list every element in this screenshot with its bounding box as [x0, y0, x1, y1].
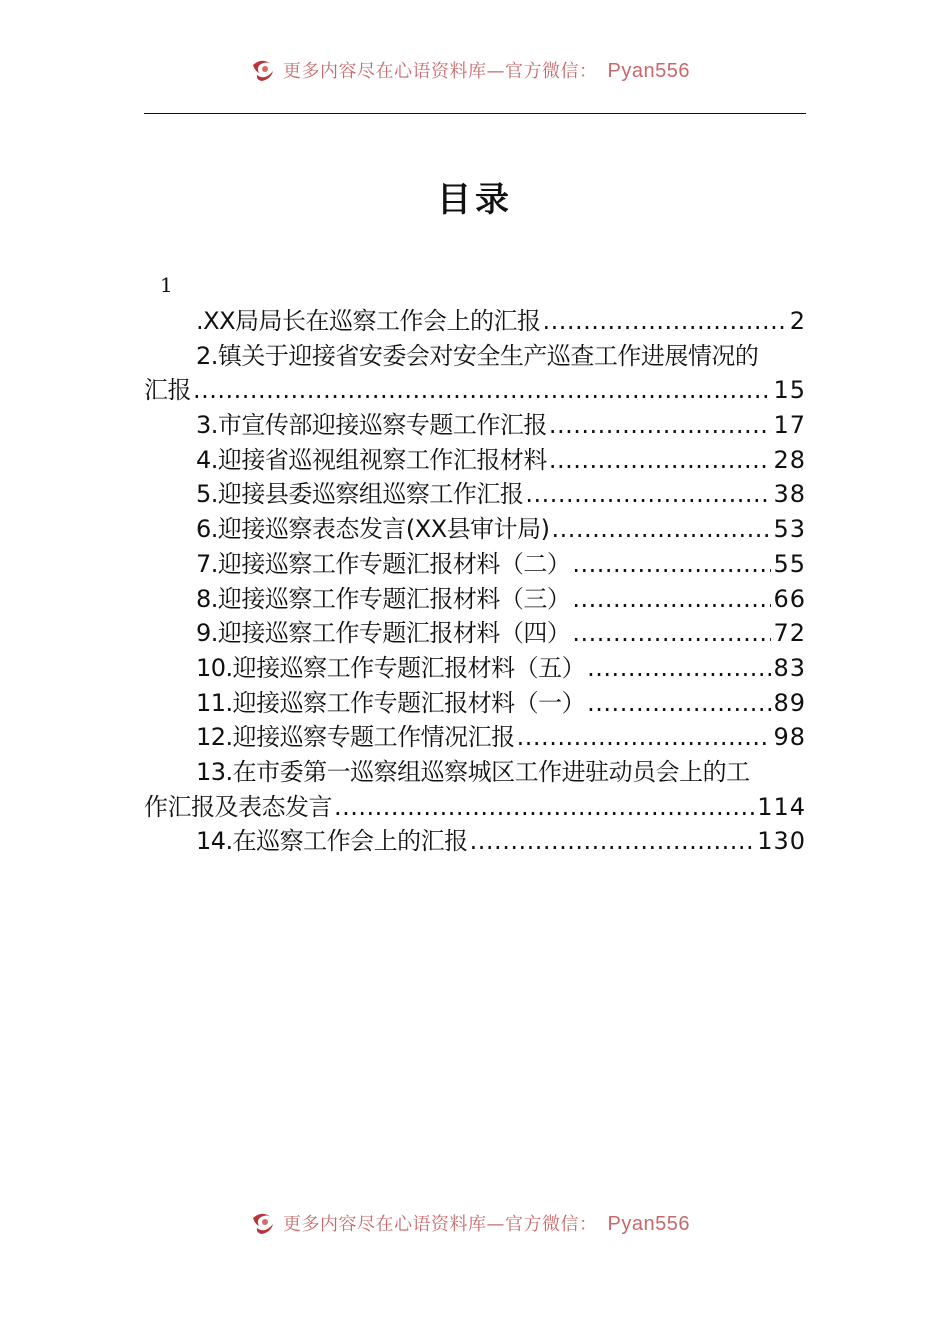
toc-entry[interactable] [144, 686, 806, 721]
toc-entry-continuation[interactable] [144, 790, 806, 825]
header-divider [144, 113, 806, 114]
toc-entry-page: 66 [773, 584, 806, 613]
toc-entry[interactable] [144, 512, 806, 547]
toc-leader [549, 408, 772, 443]
toc-entry-title: 11.迎接巡察工作专题汇报材料（一） [196, 688, 586, 717]
toc-entry[interactable] [144, 339, 806, 374]
toc-entry-page: 38 [773, 480, 806, 509]
wechat-id: Pyan556 [607, 60, 690, 82]
toc-leader [193, 373, 771, 408]
toc-entry-page: 130 [757, 827, 806, 856]
toc-entry[interactable] [144, 824, 806, 859]
toc-entry-title: 6.迎接巡察表态发言(XX县审计局) [196, 515, 550, 544]
toc-entry-title: 4.迎接省巡视组视察工作汇报材料 [196, 445, 547, 474]
toc-leader [517, 720, 772, 755]
toc-entry[interactable] [144, 755, 806, 790]
toc-entry[interactable] [144, 304, 806, 339]
toc-entry[interactable] [144, 720, 806, 755]
toc-entry-page: 15 [773, 376, 806, 405]
toc-entry-page: 28 [773, 445, 806, 474]
header-banner [0, 55, 950, 85]
toc-entry-title: 7.迎接巡察工作专题汇报材料（二） [196, 549, 571, 578]
toc-entry[interactable] [144, 477, 806, 512]
toc-entry-page: 89 [773, 688, 806, 717]
toc-leader [525, 477, 771, 512]
table-of-contents [144, 304, 806, 859]
banner-text: 更多内容尽在心语资料库—官方微信： [283, 1214, 598, 1235]
footer-banner [0, 1208, 950, 1238]
toc-entry-page: 83 [773, 653, 806, 682]
toc-entry-page: 55 [773, 549, 806, 578]
toc-entry[interactable] [144, 443, 806, 478]
toc-entry-page: 53 [773, 515, 806, 544]
toc-entry-title: .XX局局长在巡察工作会上的汇报 [196, 307, 541, 335]
toc-leader [587, 651, 771, 686]
toc-entry-title: 12.迎接巡察专题工作情况汇报 [196, 723, 515, 752]
toc-leader [552, 512, 772, 547]
toc-entry-title: 8.迎接巡察工作专题汇报材料（三） [196, 584, 571, 613]
toc-entry-title: 3.市宣传部迎接巡察专题工作汇报 [196, 411, 547, 440]
toc-entry[interactable] [144, 547, 806, 582]
toc-entry-page: 72 [773, 619, 806, 648]
toc-entry-page: 114 [757, 792, 806, 821]
toc-entry-continuation[interactable] [144, 373, 806, 408]
toc-leader [587, 686, 771, 721]
banner-text: 更多内容尽在心语资料库—官方微信： [283, 61, 598, 82]
toc-entry[interactable] [144, 582, 806, 617]
toc-entry-page: 17 [773, 411, 806, 440]
toc-leader [572, 582, 771, 617]
toc-entry-title: 13.在市委第一巡察组巡察城区工作进驻动员会上的工 [196, 757, 750, 786]
section-number: 1 [160, 273, 173, 297]
toc-entry-page: 98 [773, 723, 806, 752]
toc-entry-title: 10.迎接巡察工作专题汇报材料（五） [196, 653, 586, 682]
toc-entry[interactable] [144, 616, 806, 651]
toc-leader [572, 547, 771, 582]
wechat-id: Pyan556 [607, 1213, 690, 1235]
toc-entry-title: 作汇报及表态发言 [144, 792, 332, 821]
toc-entry-title: 14.在巡察工作会上的汇报 [196, 827, 468, 856]
toc-entry[interactable] [144, 408, 806, 443]
brand-logo-icon [247, 1208, 277, 1238]
toc-entry-title: 汇报 [144, 376, 191, 405]
page-title: 目录 [437, 180, 513, 220]
toc-entry-title: 2.镇关于迎接省安委会对安全生产巡查工作进展情况的 [196, 341, 759, 370]
toc-entry-title: 5.迎接县委巡察组巡察工作汇报 [196, 480, 524, 509]
toc-leader [334, 790, 755, 825]
toc-leader [470, 824, 756, 859]
toc-leader [572, 616, 771, 651]
toc-leader [549, 443, 772, 478]
toc-entry-page: 2 [789, 307, 806, 335]
brand-logo-icon [247, 55, 277, 85]
toc-entry[interactable] [144, 651, 806, 686]
toc-entry-title: 9.迎接巡察工作专题汇报材料（四） [196, 619, 571, 648]
toc-leader [543, 304, 788, 339]
